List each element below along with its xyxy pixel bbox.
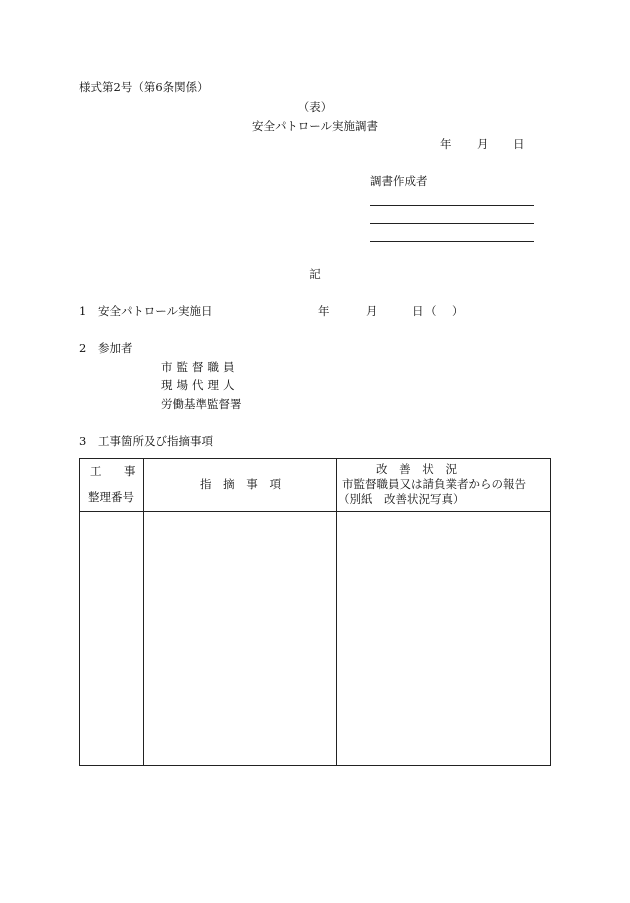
header-reference-number: 整理番号 — [88, 490, 134, 504]
section-1-title: 安全パトロール実施日 — [98, 304, 213, 318]
header-findings: 指 摘 事 項 — [200, 477, 285, 491]
header-work-char: 事 — [124, 464, 136, 478]
side-label: （表） — [297, 100, 333, 114]
section-2-number: 2 — [79, 341, 87, 355]
signature-line — [370, 241, 534, 242]
table-header-divider — [80, 511, 550, 512]
section-2-title: 参加者 — [98, 341, 133, 355]
date-year-label: 年 — [440, 137, 452, 151]
patrol-year-label: 年 — [318, 304, 330, 318]
patrol-day-label: 日 — [412, 304, 424, 318]
header-report-source: 市監督職員又は請負業者からの報告 — [342, 477, 526, 491]
signature-line — [370, 205, 534, 206]
ki-heading: 記 — [309, 267, 321, 281]
form-number: 様式第2号（第6条関係） — [79, 80, 209, 94]
date-day-label: 日 — [513, 137, 525, 151]
participant-item: 現場代理人 — [161, 378, 239, 392]
participant-item: 市監督職員 — [161, 360, 239, 374]
signature-line — [370, 223, 534, 224]
patrol-month-label: 月 — [366, 304, 378, 318]
weekday-paren-open: （ — [425, 304, 437, 318]
table-column-divider — [143, 459, 144, 765]
header-attachment-note: （別紙 改善状況写真） — [338, 492, 465, 506]
table-column-divider — [336, 459, 337, 765]
document-title: 安全パトロール実施調書 — [251, 119, 379, 133]
section-1-number: 1 — [79, 304, 87, 318]
findings-table — [79, 458, 551, 766]
author-label: 調書作成者 — [370, 174, 428, 188]
participant-item: 労働基準監督署 — [161, 397, 242, 411]
section-3-title: 工事箇所及び指摘事項 — [98, 434, 213, 448]
weekday-paren-close: ） — [452, 304, 464, 318]
header-improvement-status: 改 善 状 況 — [376, 462, 461, 476]
header-work-char: 工 — [90, 464, 102, 478]
section-3-number: 3 — [79, 434, 87, 448]
date-month-label: 月 — [477, 137, 489, 151]
